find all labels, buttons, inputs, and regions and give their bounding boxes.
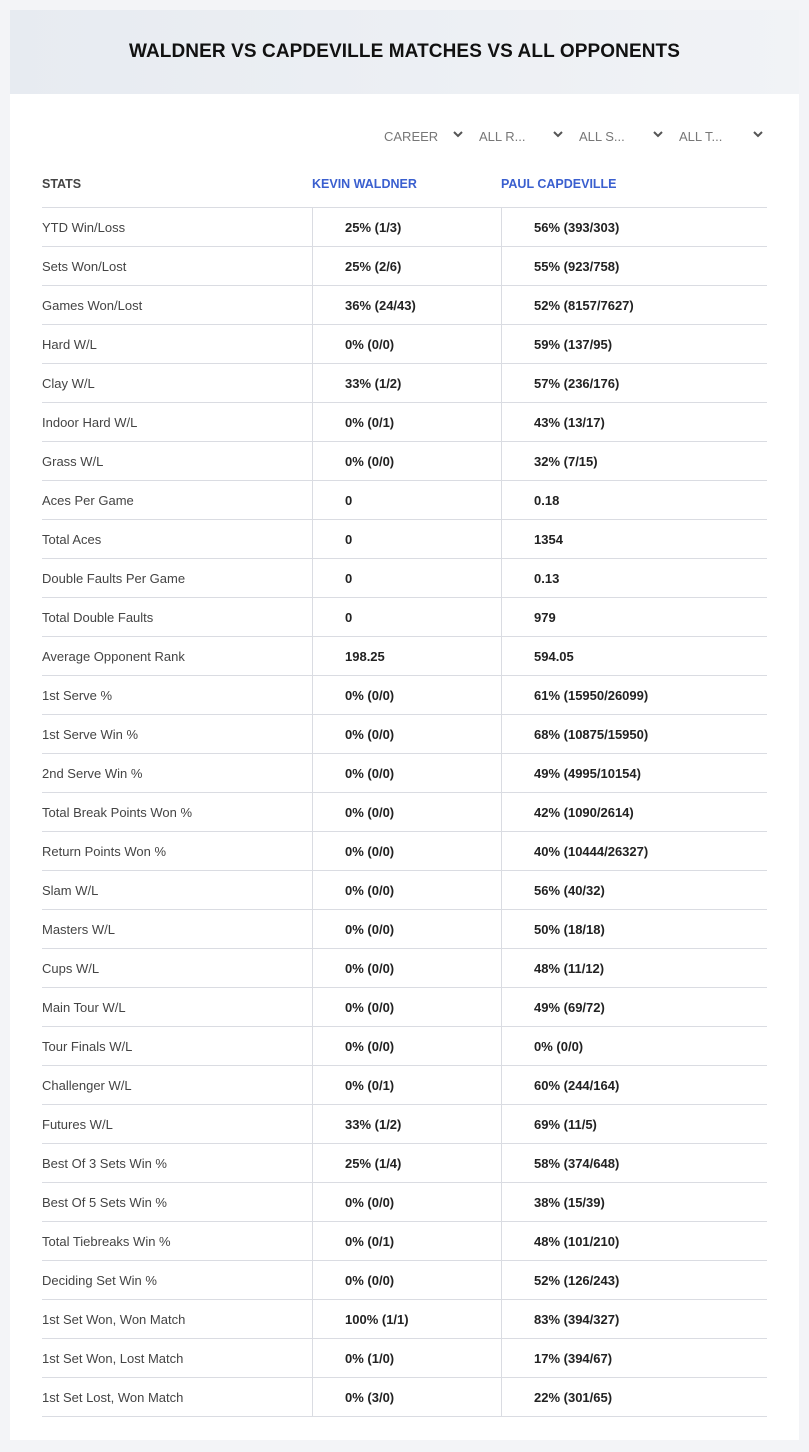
stat-label: Main Tour W/L — [42, 999, 126, 1015]
player1-value: 0% (0/0) — [312, 988, 501, 1026]
player1-value: 100% (1/1) — [312, 1300, 501, 1338]
stat-label: Sets Won/Lost — [42, 258, 127, 274]
stat-label: Games Won/Lost — [42, 297, 143, 313]
player2-value: 58% (374/648) — [501, 1144, 767, 1182]
player2-value: 68% (10875/15950) — [501, 715, 767, 753]
table-row — [42, 871, 767, 910]
player2-value: 979 — [501, 598, 767, 636]
player1-value: 0 — [312, 598, 501, 636]
table-row — [42, 1261, 767, 1300]
player1-value: 0% (0/0) — [312, 1261, 501, 1299]
page-title: WALDNER VS CAPDEVILLE MATCHES VS ALL OPPONENTS — [128, 41, 681, 62]
stat-label: Best Of 3 Sets Win % — [42, 1155, 167, 1171]
player1-value: 0% (0/0) — [312, 442, 501, 480]
stat-label: Futures W/L — [42, 1116, 113, 1132]
player1-value: 0% (0/0) — [312, 871, 501, 909]
table-row — [42, 1300, 767, 1339]
stat-label: Double Faults Per Game — [42, 570, 186, 586]
column-header-player2[interactable]: PAUL CAPDEVILLE — [501, 176, 617, 191]
player2-value: 0.13 — [501, 559, 767, 597]
filter-label: CAREER — [384, 128, 439, 144]
player2-value: 40% (10444/26327) — [501, 832, 767, 870]
table-row — [42, 1183, 767, 1222]
card-header — [10, 10, 799, 94]
stat-label: Total Aces — [42, 531, 102, 547]
player1-value: 0% (0/0) — [312, 1183, 501, 1221]
stat-label: Clay W/L — [42, 375, 95, 391]
player2-value: 55% (923/758) — [501, 247, 767, 285]
stat-label: 1st Set Won, Lost Match — [42, 1350, 184, 1366]
player2-value: 17% (394/67) — [501, 1339, 767, 1377]
player1-value: 0% (0/0) — [312, 754, 501, 792]
chevron-down-icon — [752, 128, 764, 140]
filter-bar — [10, 123, 799, 149]
table-header — [42, 160, 767, 208]
player1-value: 36% (24/43) — [312, 286, 501, 324]
stat-label: Hard W/L — [42, 336, 97, 352]
stat-label: Challenger W/L — [42, 1077, 132, 1093]
stat-label: 1st Set Won, Won Match — [42, 1311, 186, 1327]
table-row — [42, 481, 767, 520]
player2-value: 49% (69/72) — [501, 988, 767, 1026]
table-row — [42, 832, 767, 871]
stat-label: 2nd Serve Win % — [42, 765, 143, 781]
stat-label: Return Points Won % — [42, 843, 167, 859]
table-row — [42, 403, 767, 442]
player2-value: 56% (393/303) — [501, 208, 767, 246]
table-row — [42, 520, 767, 559]
player1-value: 0% (1/0) — [312, 1339, 501, 1377]
player1-value: 0% (0/0) — [312, 949, 501, 987]
player1-value: 33% (1/2) — [312, 1105, 501, 1143]
player2-value: 48% (11/12) — [501, 949, 767, 987]
stat-label: Average Opponent Rank — [42, 648, 185, 664]
player2-value: 1354 — [501, 520, 767, 558]
stat-label: Indoor Hard W/L — [42, 414, 138, 430]
player1-value: 0% (0/0) — [312, 325, 501, 363]
player1-value: 0% (0/0) — [312, 715, 501, 753]
table-row — [42, 442, 767, 481]
stat-label: Best Of 5 Sets Win % — [42, 1194, 167, 1210]
stats-table — [42, 160, 767, 1417]
stat-label: YTD Win/Loss — [42, 219, 126, 235]
table-row — [42, 1378, 767, 1417]
player1-value: 25% (1/3) — [312, 208, 501, 246]
table-row — [42, 1222, 767, 1261]
player2-value: 22% (301/65) — [501, 1378, 767, 1416]
stat-label: Masters W/L — [42, 921, 115, 937]
player1-value: 25% (2/6) — [312, 247, 501, 285]
player2-value: 61% (15950/26099) — [501, 676, 767, 714]
table-row — [42, 1144, 767, 1183]
player1-value: 0 — [312, 481, 501, 519]
filter-tournament-dropdown[interactable] — [679, 123, 764, 149]
filter-round-dropdown[interactable] — [479, 123, 564, 149]
table-row — [42, 793, 767, 832]
filter-label: ALL R... — [479, 128, 526, 144]
stat-label: Deciding Set Win % — [42, 1272, 157, 1288]
player1-value: 0 — [312, 559, 501, 597]
player2-value: 0.18 — [501, 481, 767, 519]
table-row — [42, 325, 767, 364]
stat-label: Grass W/L — [42, 453, 104, 469]
table-row — [42, 208, 767, 247]
player2-value: 60% (244/164) — [501, 1066, 767, 1104]
player1-value: 0% (0/0) — [312, 910, 501, 948]
table-row — [42, 988, 767, 1027]
player2-value: 48% (101/210) — [501, 1222, 767, 1260]
player2-value: 50% (18/18) — [501, 910, 767, 948]
table-row — [42, 715, 767, 754]
player1-value: 0% (3/0) — [312, 1378, 501, 1416]
player1-value: 198.25 — [312, 637, 501, 675]
player2-value: 59% (137/95) — [501, 325, 767, 363]
column-header-player1[interactable]: KEVIN WALDNER — [312, 176, 417, 191]
table-row — [42, 1339, 767, 1378]
stat-label: Tour Finals W/L — [42, 1038, 133, 1054]
stat-label: Total Break Points Won % — [42, 804, 193, 820]
filter-label: ALL S... — [579, 128, 625, 144]
stat-label: Slam W/L — [42, 882, 99, 898]
table-row — [42, 1027, 767, 1066]
player1-value: 33% (1/2) — [312, 364, 501, 402]
player2-value: 32% (7/15) — [501, 442, 767, 480]
player2-value: 57% (236/176) — [501, 364, 767, 402]
player2-value: 0% (0/0) — [501, 1027, 767, 1065]
player2-value: 52% (126/243) — [501, 1261, 767, 1299]
chevron-down-icon — [552, 128, 564, 140]
stat-label: Cups W/L — [42, 960, 100, 976]
player1-value: 0% (0/0) — [312, 1027, 501, 1065]
player1-value: 0% (0/0) — [312, 832, 501, 870]
filter-label: ALL T... — [679, 128, 723, 144]
player2-value: 52% (8157/7627) — [501, 286, 767, 324]
chevron-down-icon — [652, 128, 664, 140]
filter-period-dropdown[interactable] — [384, 123, 464, 149]
stat-label: Total Double Faults — [42, 609, 154, 625]
player2-value: 38% (15/39) — [501, 1183, 767, 1221]
player1-value: 0% (0/1) — [312, 1066, 501, 1104]
stat-label: Aces Per Game — [42, 492, 134, 508]
player1-value: 0% (0/0) — [312, 676, 501, 714]
table-row — [42, 247, 767, 286]
player1-value: 0% (0/0) — [312, 793, 501, 831]
stat-label: 1st Set Lost, Won Match — [42, 1389, 184, 1405]
chevron-down-icon — [452, 128, 464, 140]
filter-surface-dropdown[interactable] — [579, 123, 664, 149]
player2-value: 594.05 — [501, 637, 767, 675]
player2-value: 49% (4995/10154) — [501, 754, 767, 792]
player1-value: 0% (0/1) — [312, 403, 501, 441]
stat-label: Total Tiebreaks Win % — [42, 1233, 171, 1249]
table-row — [42, 949, 767, 988]
table-row — [42, 364, 767, 403]
table-row — [42, 286, 767, 325]
player2-value: 43% (13/17) — [501, 403, 767, 441]
player1-value: 0% (0/1) — [312, 1222, 501, 1260]
table-row — [42, 754, 767, 793]
table-row — [42, 910, 767, 949]
stat-label: 1st Serve % — [42, 687, 113, 703]
stats-card — [10, 10, 799, 1440]
table-row — [42, 1066, 767, 1105]
player2-value: 69% (11/5) — [501, 1105, 767, 1143]
table-row — [42, 598, 767, 637]
player2-value: 56% (40/32) — [501, 871, 767, 909]
stat-label: 1st Serve Win % — [42, 726, 139, 742]
player1-value: 0 — [312, 520, 501, 558]
table-row — [42, 637, 767, 676]
table-row — [42, 1105, 767, 1144]
table-row — [42, 559, 767, 598]
table-body — [42, 208, 767, 1417]
player2-value: 42% (1090/2614) — [501, 793, 767, 831]
column-header-stats: STATS — [42, 176, 82, 191]
player1-value: 25% (1/4) — [312, 1144, 501, 1182]
table-row — [42, 676, 767, 715]
player2-value: 83% (394/327) — [501, 1300, 767, 1338]
